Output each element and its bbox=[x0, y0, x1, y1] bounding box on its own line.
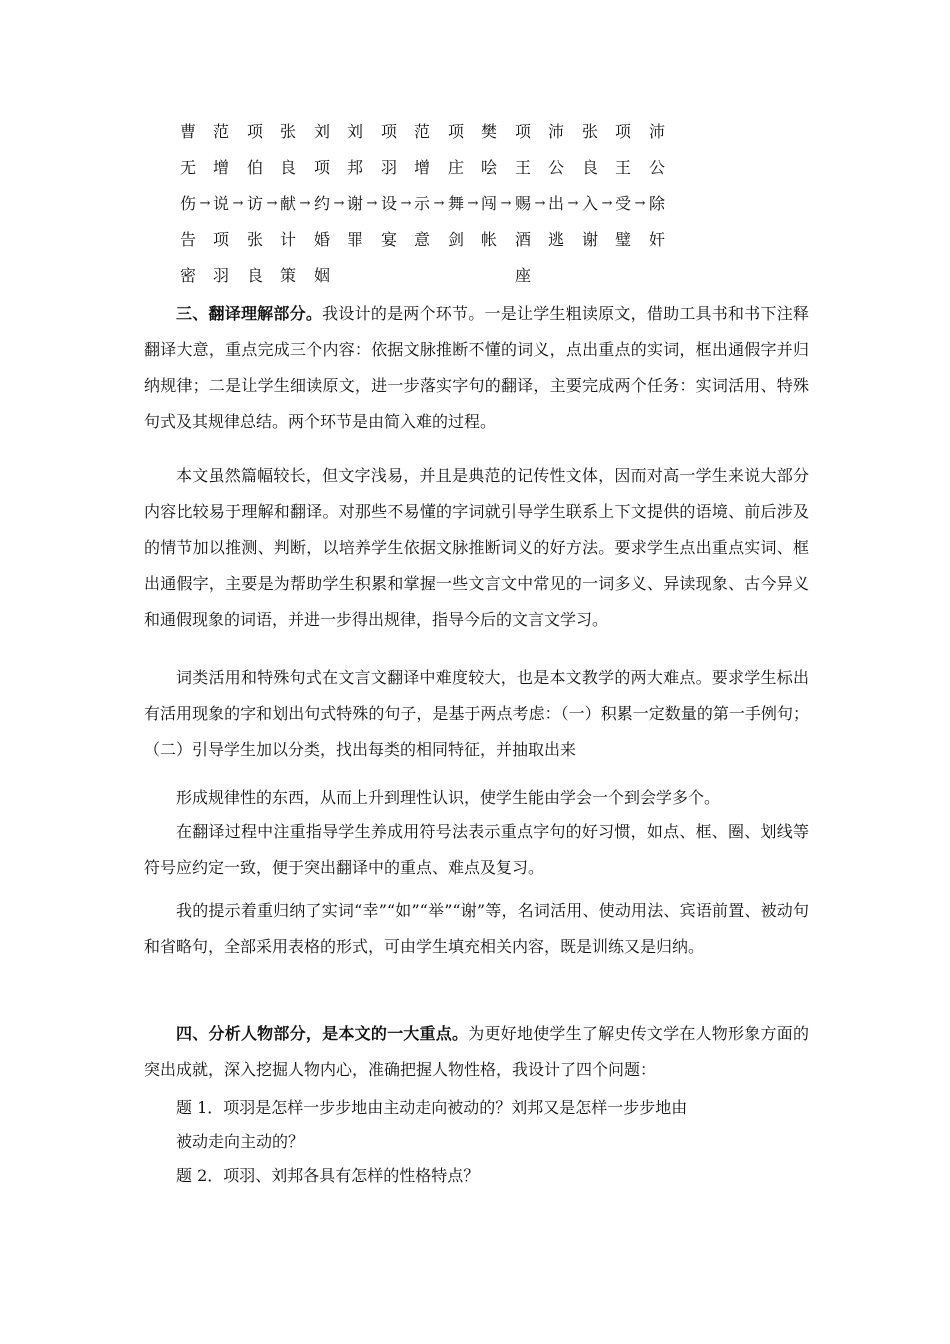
grid-cell: 意 bbox=[413, 230, 430, 249]
arrow-icon: → bbox=[199, 196, 211, 211]
arrow-icon: → bbox=[534, 196, 546, 211]
grid-cell: 刘 bbox=[346, 122, 363, 141]
grid-cell: 增 bbox=[413, 158, 430, 177]
grid-cell: 计 bbox=[279, 230, 296, 249]
grid-cell: 项 bbox=[212, 230, 229, 249]
paragraph: 我的提示着重归纳了实词“幸”“如”“举”“谢”等，名词活用、使动用法、宾语前置、被动句和省略句，全部采用表格的形式，可由学生填充相关内容，既是训练又是归纳。 bbox=[144, 901, 809, 956]
grid-cell: 公 bbox=[547, 158, 564, 177]
grid-cell: 璧 bbox=[614, 230, 631, 249]
grid-cell: 姻 bbox=[313, 266, 330, 285]
arrow-icon: → bbox=[601, 196, 613, 211]
grid-cell: 告 bbox=[179, 230, 196, 249]
grid-cell: 王 bbox=[514, 158, 531, 177]
grid-cell: 谢 bbox=[346, 194, 363, 213]
grid-cell: 除 bbox=[648, 194, 665, 213]
grid-cell: 项 bbox=[514, 122, 531, 141]
arrow-icon: → bbox=[266, 196, 278, 211]
paragraph: 在翻译过程中注重指导学生养成用符号法表示重点字句的好习惯，如点、框、圈、划线等符号应约定一致，便于突出翻译中的重点、难点及复习。 bbox=[144, 822, 809, 877]
grid-cell: 羽 bbox=[380, 158, 397, 177]
grid-cell: 伯 bbox=[246, 158, 263, 177]
section-text: 我设计的是两个环节。一是让学生粗读原文，借助工具书和书下注释翻译大意，重点完成三个内容：依据文脉推断不懂的词义，点出重点的实词，框出通假字并归纳规律；二是让学生细读原文，进一步落实字句的翻译，主要完成两个任务：实词活用、特殊句式及其规律总结。两个环节是由简入难的过程。 bbox=[144, 304, 809, 431]
grid-cell: 舞 bbox=[447, 194, 464, 213]
arrow-icon: → bbox=[366, 196, 378, 211]
grid-cell: 刘 bbox=[313, 122, 330, 141]
grid-cell: 邦 bbox=[346, 158, 363, 177]
grid-cell: 出 bbox=[547, 194, 564, 213]
grid-cell: 入 bbox=[581, 194, 598, 213]
grid-cell: 密 bbox=[179, 266, 196, 285]
grid-cell: 项 bbox=[313, 158, 330, 177]
paragraph: 词类活用和特殊句式在文言文翻译中难度较大，也是本文教学的两大难点。要求学生标出有活用现象的字和划出句式特殊的句子，是基于两点考虑：（一）积累一定数量的第一手例句；（二）引导学生加以分类，找出每类的相同特征，并抽取出来 bbox=[144, 668, 809, 759]
grid-cell: 帐 bbox=[480, 230, 497, 249]
grid-cell: 范 bbox=[413, 122, 430, 141]
section-heading: 三、翻译理解部分。 bbox=[176, 304, 323, 323]
section-text: 为更好地使学生了解史传文学在人物形象方面的突出成就，深入挖掘人物内心，准确把握人物性格，我设计了四个问题： bbox=[144, 1024, 809, 1079]
paragraph: 本文虽然篇幅较长，但文字浅易，并且是典范的记传性文体，因而对高一学生来说大部分内容比较易于理解和翻译。对那些不易懂的字词就引导学生联系上下文提供的语境、前后涉及的情节加以推测、判断，以培养学生依据文脉推断词义的好方法。要求学生点出重点实词、框出通假字，主要是为帮助学生积累和掌握一些文言文中常见的一词多义、异读现象、古今异义和通假现象的词语，并进一步得出规律，指导今后的文言文学习。 bbox=[144, 466, 809, 629]
grid-cell: 伤 bbox=[179, 194, 196, 213]
section-character-analysis bbox=[144, 1016, 809, 1088]
grid-cell: 张 bbox=[279, 122, 296, 141]
grid-cell: 哙 bbox=[480, 158, 497, 177]
grid-cell: 沛 bbox=[547, 122, 564, 141]
grid-cell: 剑 bbox=[447, 230, 464, 249]
grid-cell: 增 bbox=[212, 158, 229, 177]
arrow-icon: → bbox=[299, 196, 311, 211]
grid-cell: 设 bbox=[380, 194, 397, 213]
grid-cell: 庄 bbox=[447, 158, 464, 177]
grid-cell: 示 bbox=[413, 194, 430, 213]
grid-cell: 樊 bbox=[480, 122, 497, 141]
grid-cell: 闯 bbox=[480, 194, 497, 213]
question-2: 题 2．项羽、刘邦各具有怎样的性格特点？ bbox=[176, 1166, 480, 1185]
arrow-icon: → bbox=[333, 196, 345, 211]
question-1-continuation: 被动走向主动的？ bbox=[176, 1132, 305, 1151]
grid-cell: 无 bbox=[179, 158, 196, 177]
arrow-icon: → bbox=[433, 196, 445, 211]
grid-cell: 项 bbox=[447, 122, 464, 141]
grid-cell: 访 bbox=[246, 194, 263, 213]
grid-cell: 策 bbox=[279, 266, 296, 285]
grid-cell: 酒 bbox=[514, 230, 531, 249]
grid-cell: 说 bbox=[212, 194, 229, 213]
grid-cell: 罪 bbox=[346, 230, 363, 249]
paragraph-continuation: 形成规律性的东西，从而上升到理性认识，使学生能由学会一个到会学多个。 bbox=[176, 788, 721, 807]
grid-cell: 王 bbox=[614, 158, 631, 177]
section-translation bbox=[144, 296, 809, 440]
grid-cell: 项 bbox=[246, 122, 263, 141]
arrow-icon: → bbox=[500, 196, 512, 211]
question-1: 题 1．项羽是怎样一步步地由主动走向被动的？刘邦又是怎样一步步地由 bbox=[176, 1098, 688, 1117]
grid-cell: 范 bbox=[212, 122, 229, 141]
arrow-icon: → bbox=[567, 196, 579, 211]
grid-cell: 张 bbox=[581, 122, 598, 141]
grid-cell: 羽 bbox=[212, 266, 229, 285]
grid-cell: 项 bbox=[614, 122, 631, 141]
arrow-icon: → bbox=[400, 196, 412, 211]
grid-cell: 宴 bbox=[380, 230, 397, 249]
arrow-icon: → bbox=[467, 196, 479, 211]
grid-cell: 良 bbox=[279, 158, 296, 177]
grid-cell: 奸 bbox=[648, 230, 665, 249]
grid-cell: 赐 bbox=[514, 194, 531, 213]
grid-cell: 献 bbox=[279, 194, 296, 213]
arrow-icon: → bbox=[634, 196, 646, 211]
grid-cell: 公 bbox=[648, 158, 665, 177]
grid-cell: 逃 bbox=[547, 230, 564, 249]
grid-cell: 谢 bbox=[581, 230, 598, 249]
grid-cell: 座 bbox=[514, 266, 531, 285]
grid-cell: 沛 bbox=[648, 122, 665, 141]
grid-cell: 受 bbox=[614, 194, 631, 213]
grid-cell: 项 bbox=[380, 122, 397, 141]
grid-cell: 婚 bbox=[313, 230, 330, 249]
grid-cell: 良 bbox=[246, 266, 263, 285]
grid-cell: 良 bbox=[581, 158, 598, 177]
arrow-icon: → bbox=[232, 196, 244, 211]
section-heading: 四、分析人物部分，是本文的一大重点。 bbox=[176, 1024, 469, 1043]
grid-cell: 曹 bbox=[179, 122, 196, 141]
grid-cell: 张 bbox=[246, 230, 263, 249]
grid-cell: 约 bbox=[313, 194, 330, 213]
